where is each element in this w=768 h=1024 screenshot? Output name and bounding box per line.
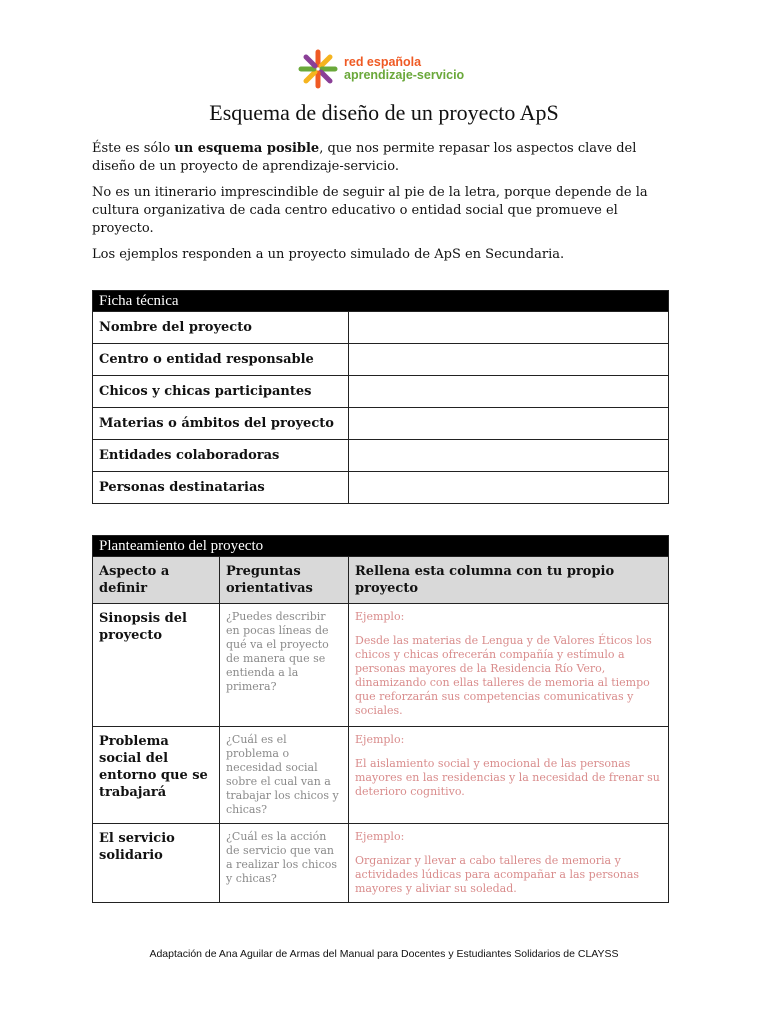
ficha-input-cell[interactable] xyxy=(349,376,669,408)
column-header-rellena: Rellena esta columna con tu propio proyecto xyxy=(349,557,669,604)
ficha-input-cell[interactable] xyxy=(349,312,669,344)
table-row xyxy=(93,727,669,824)
ficha-input-cell[interactable] xyxy=(349,472,669,504)
table-row xyxy=(93,312,669,344)
example-text: Desde las materias de Lengua y de Valores Éticos los chicos y chicas ofrecerán compañía y estímulo a personas mayores de la Residencia Río Vero, dinamizando con ellas talleres de memoria al tiempo que reforzarán sus competencias comunicativas y sociales. xyxy=(355,634,652,717)
intro-paragraph-1: Éste es sólo un esquema posible, que nos permite repasar los aspectos clave del diseño de un proyecto de aprendizaje-servicio. xyxy=(92,141,637,174)
aspect-cell: Sinopsis del proyecto xyxy=(93,604,220,727)
column-header-aspecto: Aspecto a definir xyxy=(93,557,220,604)
ficha-label: Chicos y chicas participantes xyxy=(93,376,349,408)
example-cell[interactable] xyxy=(349,824,669,903)
ficha-input-cell[interactable] xyxy=(349,344,669,376)
logo xyxy=(298,48,468,90)
column-header-preguntas: Preguntas orientativas xyxy=(220,557,349,604)
ficha-tecnica-table xyxy=(92,290,669,504)
example-cell[interactable] xyxy=(349,604,669,727)
question-cell: ¿Puedes describir en pocas líneas de qué va el proyecto de manera que se entienda a la primera? xyxy=(220,604,349,727)
page-title: Esquema de diseño de un proyecto ApS xyxy=(209,100,559,125)
ficha-input-cell[interactable] xyxy=(349,408,669,440)
question-cell: ¿Cuál es la acción de servicio que van a realizar los chicos y chicas? xyxy=(220,824,349,903)
table-row xyxy=(93,344,669,376)
example-text: El aislamiento social y emocional de las personas mayores en las residencias y la necesidad de frenar su deterioro cognitivo. xyxy=(355,757,660,798)
example-label: Ejemplo: xyxy=(355,610,405,623)
ficha-label: Materias o ámbitos del proyecto xyxy=(93,408,349,440)
aspect-cell: El servicio solidario xyxy=(93,824,220,903)
aspect-cell: Problema social del entorno que se trabajará xyxy=(93,727,220,824)
logo-line-2: aprendizaje-servicio xyxy=(344,68,465,82)
table-row xyxy=(93,376,669,408)
planteamiento-table xyxy=(92,535,669,903)
ficha-input-cell[interactable] xyxy=(349,440,669,472)
ficha-label: Nombre del proyecto xyxy=(93,312,349,344)
ficha-header: Ficha técnica xyxy=(93,291,669,312)
table-row xyxy=(93,440,669,472)
logo-line-1: red española xyxy=(344,55,422,69)
table-row xyxy=(93,604,669,727)
star-logo-icon xyxy=(298,49,338,89)
table-row xyxy=(93,408,669,440)
ficha-label: Personas destinatarias xyxy=(93,472,349,504)
intro-paragraph-2: No es un itinerario imprescindible de seguir al pie de la letra, porque depende de la cultura organizativa de cada centro educativo o entidad social que promueve el proyecto. xyxy=(92,185,648,236)
question-cell: ¿Cuál es el problema o necesidad social sobre el cual van a trabajar los chicos y chicas? xyxy=(220,727,349,824)
example-label: Ejemplo: xyxy=(355,733,405,746)
intro-text xyxy=(92,140,682,272)
example-text: Organizar y llevar a cabo talleres de memoria y actividades lúdicas para acompañar a las personas mayores y aliviar su soledad. xyxy=(355,854,640,895)
ficha-label: Centro o entidad responsable xyxy=(93,344,349,376)
intro-paragraph-3: Los ejemplos responden a un proyecto simulado de ApS en Secundaria. xyxy=(92,247,565,262)
ficha-label: Entidades colaboradoras xyxy=(93,440,349,472)
column-headers xyxy=(93,557,669,604)
footer-credit: Adaptación de Ana Aguilar de Armas del Manual para Docentes y Estudiantes Solidarios de CLAYSS xyxy=(149,948,619,960)
planteamiento-header: Planteamiento del proyecto xyxy=(93,536,669,557)
example-cell[interactable] xyxy=(349,727,669,824)
table-row xyxy=(93,824,669,903)
table-row xyxy=(93,472,669,504)
example-label: Ejemplo: xyxy=(355,830,405,843)
